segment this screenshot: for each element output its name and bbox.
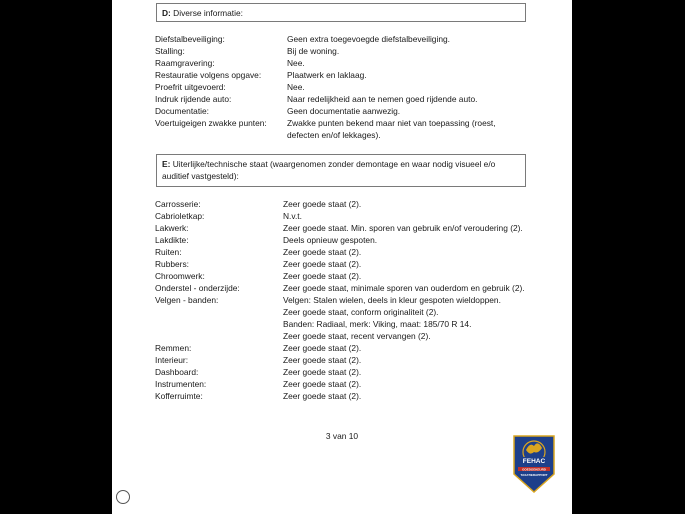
info-row-value: Nee.	[287, 58, 305, 68]
seal-brand: FEHAC	[522, 458, 546, 465]
section-e-letter: E:	[162, 159, 171, 169]
section-e-title-line1: Uiterlijke/technische staat (waargenomen zonder demontage en waar nodig visueel e/o	[170, 159, 496, 169]
condition-row-value: Zeer goede staat (2).	[283, 343, 362, 353]
condition-row-value: Zeer goede staat (2).	[283, 259, 362, 269]
seal-line1: GOEDGEKEURD	[522, 467, 546, 472]
condition-row-label: Rubbers:	[155, 259, 189, 269]
condition-row-label: Dashboard:	[155, 367, 199, 377]
condition-row-value: Zeer goede staat (2).	[283, 199, 362, 209]
info-row-value: Geen extra toegevoegde diefstalbeveiliging.	[287, 34, 450, 44]
condition-row-label: Remmen:	[155, 343, 192, 353]
seal-line2: TAXATIERAPPORT	[520, 473, 548, 477]
info-row-value: Zwakke punten bekend maar niet van toepassing (roest,	[287, 118, 496, 128]
info-row-label: Stalling:	[155, 46, 185, 56]
info-row-label: Documentatie:	[155, 106, 209, 116]
info-row-label: Proefrit uitgevoerd:	[155, 82, 226, 92]
condition-row-label: Cabrioletkap:	[155, 211, 205, 221]
info-row-value: Bij de woning.	[287, 46, 340, 56]
info-row-label: Indruk rijdende auto:	[155, 94, 232, 104]
condition-row-value: Zeer goede staat, recent vervangen (2).	[283, 331, 431, 341]
info-row-label: Diefstalbeveiliging:	[155, 34, 225, 44]
fehac-seal-logo	[510, 432, 558, 494]
condition-row-value: Zeer goede staat. Min. sporen van gebruik en/of veroudering (2).	[283, 223, 523, 233]
document-page	[112, 0, 572, 514]
condition-row-label: Interieur:	[155, 355, 189, 365]
condition-row-value: Zeer goede staat (2).	[283, 247, 362, 257]
section-d-letter: D:	[162, 8, 171, 18]
condition-row-value: Zeer goede staat, minimale sporen van ouderdom en gebruik (2).	[283, 283, 525, 293]
condition-row-label: Onderstel - onderzijde:	[155, 283, 240, 293]
camera-icon	[116, 490, 130, 504]
condition-row-value: Banden: Radiaal, merk: Viking, maat: 185/70 R 14.	[283, 319, 472, 329]
condition-row-value: Zeer goede staat (2).	[283, 355, 362, 365]
info-row-value: Plaatwerk en laklaag.	[287, 70, 367, 80]
condition-row-value: Zeer goede staat (2).	[283, 367, 362, 377]
section-d-heading	[156, 3, 526, 22]
section-d-title: Diverse informatie:	[170, 8, 243, 18]
condition-row-value: Zeer goede staat (2).	[283, 379, 362, 389]
info-row-value: Geen documentatie aanwezig.	[287, 106, 401, 116]
condition-row-value: Deels opnieuw gespoten.	[283, 235, 378, 245]
condition-row-value: Velgen: Stalen wielen, deels in kleur gespoten wieldoppen.	[283, 295, 501, 305]
condition-row-value: Zeer goede staat, conform originaliteit (2).	[283, 307, 439, 317]
condition-row-value: Zeer goede staat (2).	[283, 271, 362, 281]
section-e-heading	[156, 154, 526, 187]
condition-row-value: Zeer goede staat (2).	[283, 391, 362, 401]
condition-row-label: Kofferruimte:	[155, 391, 203, 401]
section-e-title-line2: auditief vastgesteld):	[162, 171, 239, 181]
condition-row-label: Lakwerk:	[155, 223, 189, 233]
info-row-value: Nee.	[287, 82, 305, 92]
info-row-label: Raamgravering:	[155, 58, 215, 68]
info-row-value: Naar redelijkheid aan te nemen goed rijdende auto.	[287, 94, 478, 104]
info-row-label: Voertuigeigen zwakke punten:	[155, 118, 267, 128]
condition-row-label: Velgen - banden:	[155, 295, 219, 305]
condition-row-label: Ruiten:	[155, 247, 182, 257]
info-row-label: Restauratie volgens opgave:	[155, 70, 262, 80]
condition-row-label: Instrumenten:	[155, 379, 207, 389]
condition-row-value: N.v.t.	[283, 211, 302, 221]
page-number: 3 van 10	[325, 431, 359, 441]
condition-row-label: Carrosserie:	[155, 199, 201, 209]
condition-row-label: Lakdikte:	[155, 235, 189, 245]
info-row-value: defecten en/of lekkages).	[287, 130, 381, 140]
condition-row-label: Chroomwerk:	[155, 271, 205, 281]
